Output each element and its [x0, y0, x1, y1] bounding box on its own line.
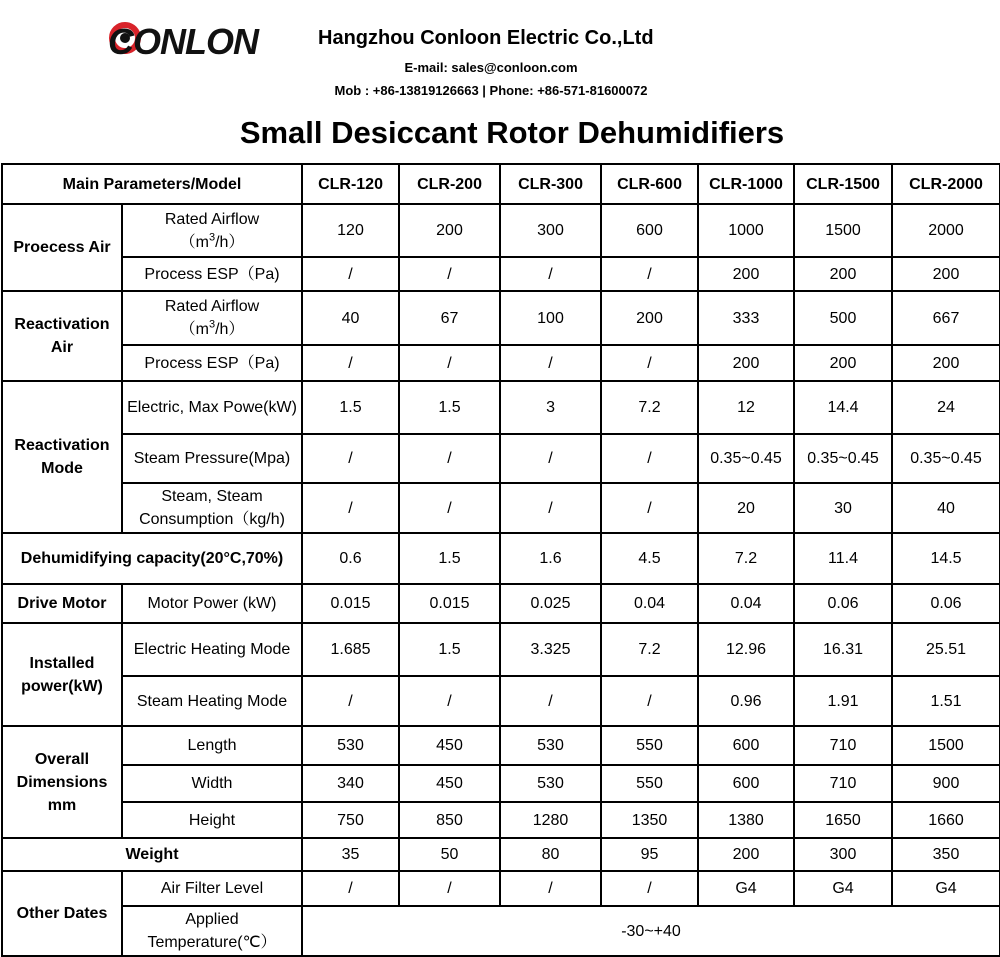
cell: 0.35~0.45	[892, 434, 1000, 483]
cell: 67	[399, 291, 500, 345]
cell: 2000	[892, 204, 1000, 257]
row-label-rated-airflow	[122, 291, 302, 345]
cell: G4	[892, 871, 1000, 906]
cell: G4	[698, 871, 794, 906]
table-row	[2, 623, 1000, 676]
cell: /	[399, 434, 500, 483]
cell: 200	[892, 345, 1000, 381]
cell: /	[302, 871, 399, 906]
label-text: Rated Airflow	[164, 210, 260, 228]
cell: 12.96	[698, 623, 794, 676]
row-label-weight: Weight	[2, 838, 302, 871]
cell: 120	[302, 204, 399, 257]
model-header: CLR-200	[399, 164, 500, 204]
unit-pre: （m	[179, 321, 209, 338]
table-row	[2, 765, 1000, 802]
spec-table	[1, 163, 1000, 957]
cell: 530	[500, 765, 601, 802]
cell: 1500	[892, 726, 1000, 765]
cell: 100	[500, 291, 601, 345]
cell: 0.04	[601, 584, 698, 623]
header-label: Main Parameters/Model	[2, 164, 302, 204]
cell: 0.96	[698, 676, 794, 726]
cell: 7.2	[601, 381, 698, 434]
cell: 900	[892, 765, 1000, 802]
model-header: CLR-120	[302, 164, 399, 204]
cell: 95	[601, 838, 698, 871]
contact-phone: Mob : +86-13819126663 | Phone: +86-571-81600072	[334, 83, 648, 98]
cell: 12	[698, 381, 794, 434]
cell: 1500	[794, 204, 892, 257]
table-row	[2, 802, 1000, 838]
model-header: CLR-600	[601, 164, 698, 204]
company-logo	[108, 20, 278, 64]
row-label-electric-max-power: Electric, Max Powe(kW)	[122, 381, 302, 434]
group-reactivation-mode: Reactivation Mode	[2, 381, 122, 533]
cell: /	[399, 871, 500, 906]
unit-sup: 3	[208, 231, 216, 244]
table-row	[2, 345, 1000, 381]
cell: 14.5	[892, 533, 1000, 584]
row-label-width: Width	[122, 765, 302, 802]
cell: /	[601, 483, 698, 533]
cell: 1.685	[302, 623, 399, 676]
cell: /	[500, 434, 601, 483]
cell: /	[500, 871, 601, 906]
cell: 1000	[698, 204, 794, 257]
row-label-dehumidifying-capacity: Dehumidifying capacity(20°C,70%)	[2, 533, 302, 584]
model-header: CLR-2000	[892, 164, 1000, 204]
table-row	[2, 291, 1000, 345]
cell: 40	[892, 483, 1000, 533]
row-label-steam-heating: Steam Heating Mode	[122, 676, 302, 726]
cell: 1.5	[399, 623, 500, 676]
cell: /	[500, 345, 601, 381]
table-row	[2, 838, 1000, 871]
cell: 0.06	[892, 584, 1000, 623]
cell: 0.04	[698, 584, 794, 623]
cell: 4.5	[601, 533, 698, 584]
cell: 16.31	[794, 623, 892, 676]
cell: 550	[601, 765, 698, 802]
cell: /	[302, 483, 399, 533]
cell: /	[500, 257, 601, 291]
cell: /	[302, 345, 399, 381]
cell: 550	[601, 726, 698, 765]
cell: 200	[794, 257, 892, 291]
cell: 1.5	[302, 381, 399, 434]
cell: /	[601, 257, 698, 291]
row-label-motor-power: Motor Power (kW)	[122, 584, 302, 623]
model-header: CLR-1000	[698, 164, 794, 204]
cell: 14.4	[794, 381, 892, 434]
cell: 50	[399, 838, 500, 871]
logo-wordmark: CONLON	[108, 21, 258, 62]
cell: 450	[399, 726, 500, 765]
cell: 200	[698, 345, 794, 381]
cell: 600	[698, 726, 794, 765]
table-row	[2, 381, 1000, 434]
cell: /	[399, 676, 500, 726]
group-other-dates: Other Dates	[2, 871, 122, 956]
cell: /	[399, 483, 500, 533]
cell: 7.2	[698, 533, 794, 584]
cell: 30	[794, 483, 892, 533]
row-label-steam-consumption: Steam, Steam Consumption（kg/h)	[122, 483, 302, 533]
cell: 600	[698, 765, 794, 802]
cell: 0.015	[302, 584, 399, 623]
table-row	[2, 533, 1000, 584]
cell: 450	[399, 765, 500, 802]
cell: 710	[794, 726, 892, 765]
row-label-length: Length	[122, 726, 302, 765]
row-label-height: Height	[122, 802, 302, 838]
cell: /	[399, 257, 500, 291]
cell: 1350	[601, 802, 698, 838]
unit-post: /h）	[215, 321, 245, 338]
cell: 3.325	[500, 623, 601, 676]
cell: 1280	[500, 802, 601, 838]
cell: 0.35~0.45	[698, 434, 794, 483]
cell: 20	[698, 483, 794, 533]
cell: 333	[698, 291, 794, 345]
cell: /	[601, 434, 698, 483]
unit-sup: 3	[208, 318, 216, 331]
row-label-air-filter: Air Filter Level	[122, 871, 302, 906]
cell: 300	[500, 204, 601, 257]
cell: G4	[794, 871, 892, 906]
table-row	[2, 906, 1000, 956]
cell: 600	[601, 204, 698, 257]
table-row	[2, 676, 1000, 726]
cell: 80	[500, 838, 601, 871]
cell: 1650	[794, 802, 892, 838]
table-row	[2, 257, 1000, 291]
cell: 1.6	[500, 533, 601, 584]
table-row	[2, 204, 1000, 257]
cell: 500	[794, 291, 892, 345]
cell: 11.4	[794, 533, 892, 584]
cell: 24	[892, 381, 1000, 434]
cell: 40	[302, 291, 399, 345]
cell: /	[500, 483, 601, 533]
table-row	[2, 483, 1000, 533]
cell-applied-temperature: -30~+40	[302, 906, 1000, 956]
row-label-rated-airflow	[122, 204, 302, 257]
cell: 200	[794, 345, 892, 381]
cell: 300	[794, 838, 892, 871]
cell: 530	[302, 726, 399, 765]
group-overall-dimensions: Overall Dimensions mm	[2, 726, 122, 838]
contact-email: E-mail: sales@conloon.com	[404, 60, 578, 75]
model-header: CLR-1500	[794, 164, 892, 204]
group-drive-motor: Drive Motor	[2, 584, 122, 623]
cell: 710	[794, 765, 892, 802]
cell: 1660	[892, 802, 1000, 838]
cell: 750	[302, 802, 399, 838]
cell: 1380	[698, 802, 794, 838]
group-process-air: Proecess Air	[2, 204, 122, 291]
cell: 350	[892, 838, 1000, 871]
row-label-process-esp: Process ESP（Pa)	[122, 257, 302, 291]
cell: 35	[302, 838, 399, 871]
table-row	[2, 434, 1000, 483]
cell: 340	[302, 765, 399, 802]
cell: 667	[892, 291, 1000, 345]
cell: 0.015	[399, 584, 500, 623]
row-label-steam-pressure: Steam Pressure(Mpa)	[122, 434, 302, 483]
group-installed-power: Installed power(kW)	[2, 623, 122, 726]
cell: 200	[892, 257, 1000, 291]
cell: /	[399, 345, 500, 381]
unit-post: /h）	[215, 233, 245, 251]
unit-pre: （m	[179, 233, 209, 251]
cell: 0.06	[794, 584, 892, 623]
cell: /	[302, 676, 399, 726]
cell: 850	[399, 802, 500, 838]
table-row	[2, 871, 1000, 906]
row-label-process-esp: Process ESP（Pa)	[122, 345, 302, 381]
cell: /	[601, 871, 698, 906]
cell: /	[601, 676, 698, 726]
cell: 0.025	[500, 584, 601, 623]
cell: 530	[500, 726, 601, 765]
cell: 1.51	[892, 676, 1000, 726]
cell: 7.2	[601, 623, 698, 676]
cell: 1.5	[399, 533, 500, 584]
table-row	[2, 726, 1000, 765]
cell: 200	[399, 204, 500, 257]
row-label-applied-temperature: Applied Temperature(℃）	[122, 906, 302, 956]
table-row	[2, 584, 1000, 623]
group-reactivation-air: Reactivation Air	[2, 291, 122, 381]
page-title: Small Desiccant Rotor Dehumidifiers	[239, 115, 785, 150]
cell: 200	[698, 257, 794, 291]
cell: /	[302, 257, 399, 291]
label-text: Rated Airflow	[164, 298, 260, 315]
cell: 0.6	[302, 533, 399, 584]
cell: 1.91	[794, 676, 892, 726]
company-name: Hangzhou Conloon Electric Co.,Ltd	[318, 27, 654, 49]
cell: 25.51	[892, 623, 1000, 676]
row-label-electric-heating: Electric Heating Mode	[122, 623, 302, 676]
cell: /	[601, 345, 698, 381]
cell: 200	[698, 838, 794, 871]
cell: 3	[500, 381, 601, 434]
cell: 0.35~0.45	[794, 434, 892, 483]
header-row	[2, 164, 1000, 204]
cell: /	[500, 676, 601, 726]
cell: 200	[601, 291, 698, 345]
cell: 1.5	[399, 381, 500, 434]
model-header: CLR-300	[500, 164, 601, 204]
cell: /	[302, 434, 399, 483]
